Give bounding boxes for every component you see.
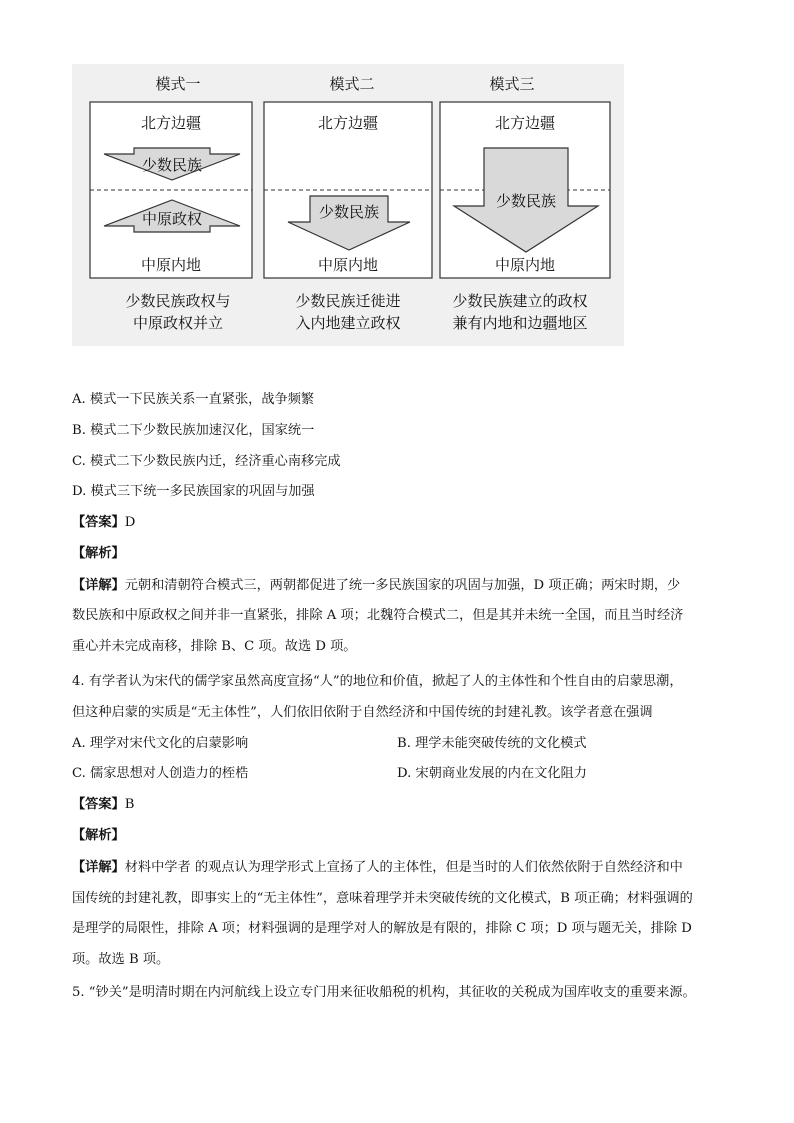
mode1-top-label: 北方边疆	[140, 114, 202, 132]
q4-option-a: A. 理学对宋代文化的启蒙影响	[72, 736, 249, 751]
mode1-arrow-bottom-label: 中原政权	[141, 210, 203, 228]
q4-answer-label: 【答案】	[72, 797, 125, 812]
q4-detail-line4: 项。故选 B 项。	[72, 952, 170, 967]
mode1-caption-line2: 中原政权并立	[132, 314, 224, 332]
mode2-title: 模式二	[329, 75, 375, 93]
q4-stem-line1: 4. 有学者认为宋代的儒学家虽然高度宣扬“人”的地位和价值，掀起了人的主体性和个性自由的启蒙思潮，	[72, 674, 683, 689]
mode3-bottom-label: 中原内地	[494, 256, 556, 274]
q3-option-d: D. 模式三下统一多民族国家的巩固与加强	[72, 484, 315, 499]
mode3-arrow-label: 少数民族	[495, 192, 557, 210]
q5-stem: 5. “钞关”是明清时期在内河航线上设立专门用来征收船税的机构，其征收的关税成为国库收支的重要来源。	[72, 985, 696, 1000]
q4-option-c: C. 儒家思想对人创造力的桎梏	[72, 766, 249, 781]
q4-option-b: B. 理学未能突破传统的文化模式	[397, 736, 587, 751]
q3-answer-label: 【答案】	[72, 515, 125, 530]
mode-diagram	[72, 64, 624, 346]
mode1-bottom-label: 中原内地	[140, 256, 202, 274]
mode2-caption-line1: 少数民族迁徙进	[295, 292, 401, 310]
q3-detail-text1: 元朝和清朝符合模式三，两朝都促进了统一多民族国家的巩固与加强，D 项正确；两宋时期，少	[124, 578, 681, 593]
q4-answer	[72, 795, 134, 815]
q4-detail-line2: 国传统的封建礼教，即事实上的“无主体性”，意味着理学并未突破传统的文化模式，B 项正确；材料强调的	[72, 891, 693, 906]
q4-detail-line1	[72, 858, 683, 878]
q4-stem-line2: 但这种启蒙的实质是“无主体性”，人们依旧依附于自然经济和中国传统的封建礼教。该学者意在强调	[72, 705, 653, 720]
q4-detail-line3: 是理学的局限性，排除 A 项；材料强调的是理学对人的解放是有限的，排除 C 项；D 项与题无关，排除 D	[72, 921, 692, 936]
q3-detail-line2: 数民族和中原政权之间并非一直紧张，排除 A 项；北魏符合模式二，但是其并未统一全国，而且当时经济	[72, 608, 684, 623]
q3-option-c: C. 模式二下少数民族内迁，经济重心南移完成	[72, 454, 341, 469]
mode3-caption-line2: 兼有内地和边疆地区	[452, 314, 588, 332]
q3-option-b: B. 模式二下少数民族加速汉化，国家统一	[72, 423, 315, 438]
q3-answer	[72, 513, 135, 533]
q4-analysis-label: 【解析】	[72, 828, 125, 843]
mode3-top-label: 北方边疆	[494, 114, 556, 132]
mode2-bottom-label: 中原内地	[317, 256, 379, 274]
mode1-caption-line1: 少数民族政权与	[125, 292, 231, 310]
q3-detail-line3: 重心并未完成南移，排除 B、C 项。故选 D 项。	[72, 639, 357, 654]
mode3-title: 模式三	[489, 75, 535, 93]
q3-detail-label: 【详解】	[72, 578, 125, 593]
q4-answer-value: B	[124, 797, 135, 812]
q4-detail-text1: 材料中学者 的观点认为理学形式上宣扬了人的主体性，但是当时的人们依然依附于自然经济和中	[124, 860, 683, 875]
mode2-arrow-label: 少数民族	[318, 203, 380, 221]
q3-analysis-label: 【解析】	[72, 546, 125, 561]
q3-option-a: A. 模式一下民族关系一直紧张，战争频繁	[72, 392, 315, 407]
q4-detail-label: 【详解】	[72, 860, 125, 875]
mode1-title: 模式一	[155, 75, 201, 93]
mode-diagram-svg	[72, 64, 624, 346]
q3-answer-value: D	[124, 515, 136, 530]
mode2-caption-line2: 入内地建立政权	[295, 314, 401, 332]
mode1-arrow-top-label: 少数民族	[141, 156, 203, 174]
q4-option-d: D. 宋朝商业发展的内在文化阻力	[397, 766, 587, 781]
q3-detail-line1	[72, 576, 680, 596]
mode2-top-label: 北方边疆	[317, 114, 379, 132]
mode3-caption-line1: 少数民族建立的政权	[452, 292, 588, 310]
